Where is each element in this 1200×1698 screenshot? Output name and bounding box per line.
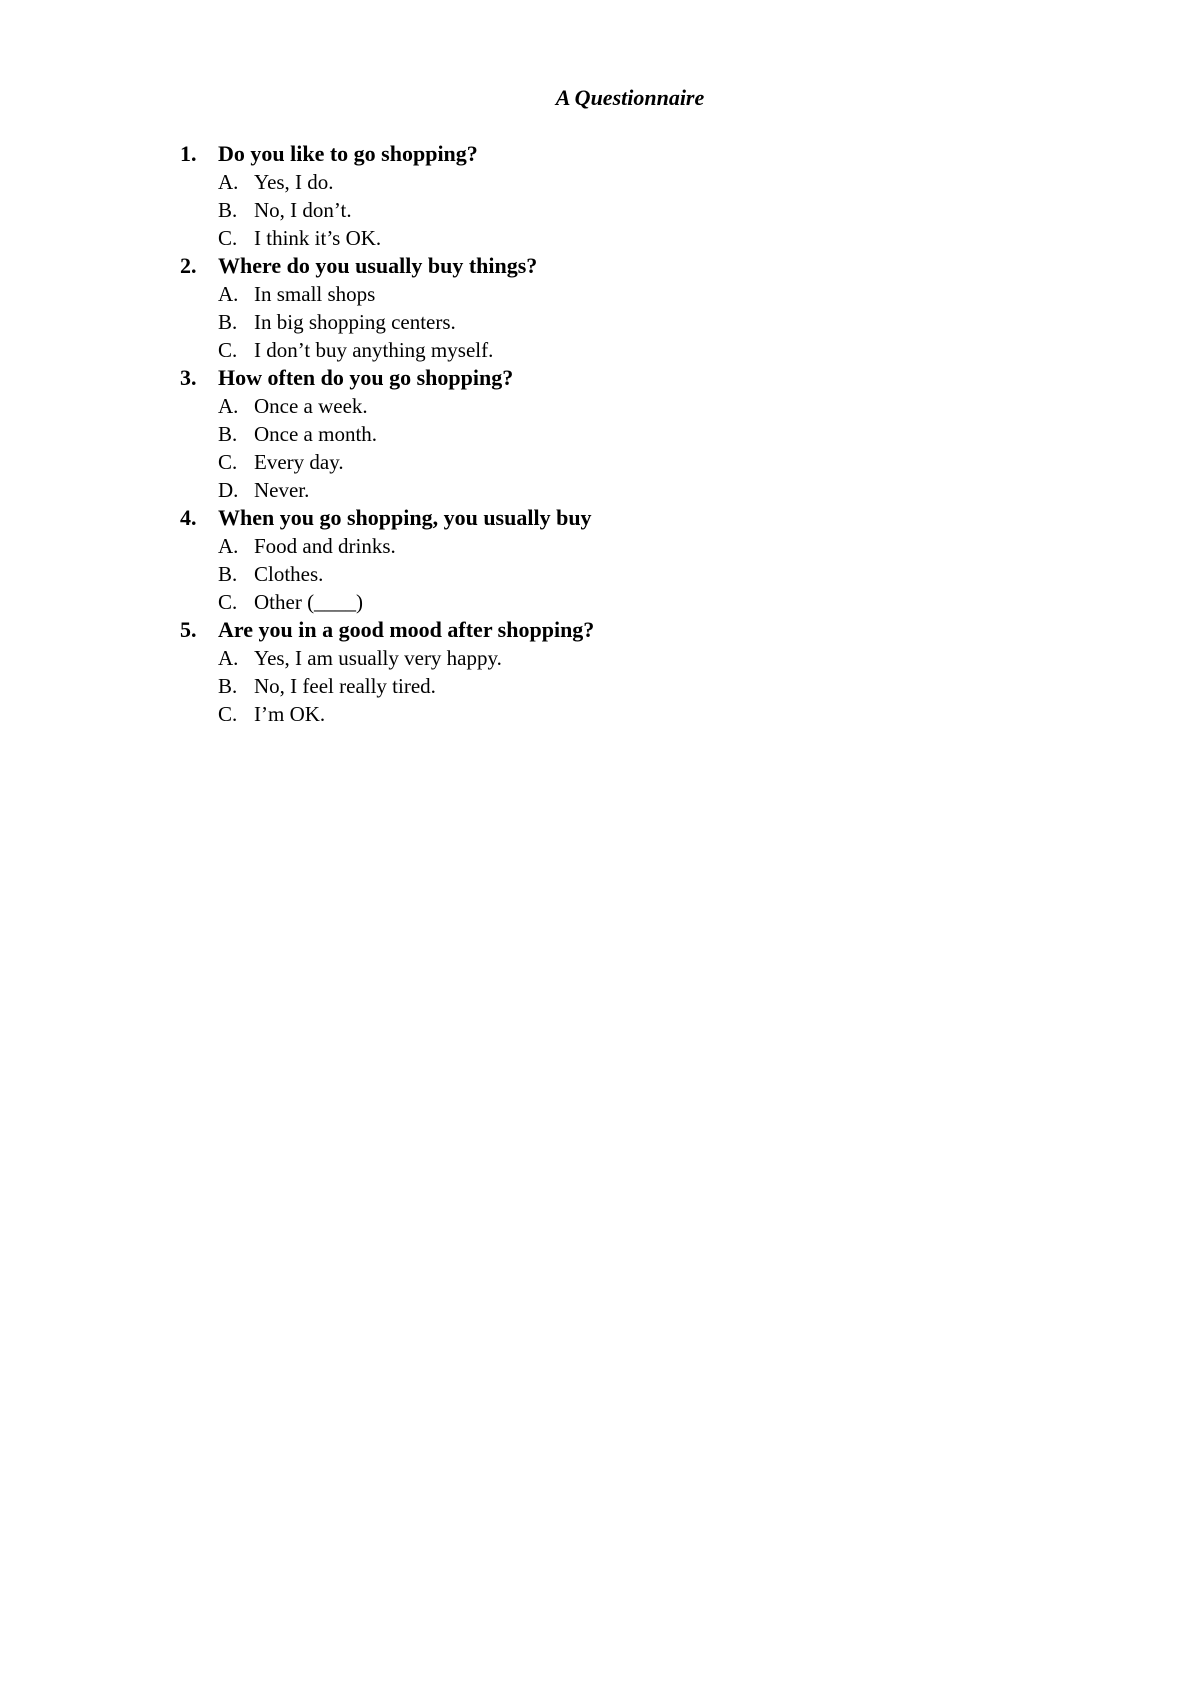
option-letter: A. bbox=[218, 646, 239, 670]
question-heading bbox=[180, 364, 594, 392]
option-letter: C. bbox=[218, 702, 238, 726]
option-letter: C. bbox=[218, 338, 238, 362]
option-item bbox=[218, 168, 594, 196]
option-list bbox=[180, 532, 594, 616]
option-letter: B. bbox=[218, 198, 238, 222]
option-item bbox=[218, 560, 594, 588]
option-item bbox=[218, 588, 594, 616]
option-text: I don’t buy anything myself. bbox=[254, 338, 494, 362]
question-1 bbox=[180, 140, 594, 252]
option-item bbox=[218, 700, 594, 728]
question-4 bbox=[180, 504, 594, 616]
question-list bbox=[180, 140, 594, 728]
option-text: Clothes. bbox=[254, 562, 324, 586]
option-letter: A. bbox=[218, 394, 239, 418]
question-heading bbox=[180, 504, 594, 532]
question-2 bbox=[180, 252, 594, 364]
option-item bbox=[218, 532, 594, 560]
option-letter: A. bbox=[218, 170, 239, 194]
question-text: Do you like to go shopping? bbox=[218, 141, 478, 166]
question-number: 4. bbox=[180, 505, 197, 530]
option-text: I think it’s OK. bbox=[254, 226, 382, 250]
option-list bbox=[180, 168, 594, 252]
option-item bbox=[218, 392, 594, 420]
question-heading bbox=[180, 252, 594, 280]
option-letter: C. bbox=[218, 590, 238, 614]
question-number: 5. bbox=[180, 617, 197, 642]
option-item bbox=[218, 644, 594, 672]
option-text: Every day. bbox=[254, 450, 344, 474]
option-item bbox=[218, 224, 594, 252]
option-item bbox=[218, 196, 594, 224]
option-letter: B. bbox=[218, 674, 238, 698]
option-text: In small shops bbox=[254, 282, 376, 306]
question-5 bbox=[180, 616, 594, 728]
option-letter: D. bbox=[218, 478, 239, 502]
option-text: I’m OK. bbox=[254, 702, 326, 726]
question-text: Where do you usually buy things? bbox=[218, 253, 538, 278]
option-text: Yes, I do. bbox=[254, 170, 334, 194]
option-item bbox=[218, 448, 594, 476]
option-text: Once a month. bbox=[254, 422, 378, 446]
question-number: 1. bbox=[180, 141, 197, 166]
option-letter: B. bbox=[218, 310, 238, 334]
option-item bbox=[218, 308, 594, 336]
page-title: A Questionnaire bbox=[555, 85, 705, 110]
option-list bbox=[180, 392, 594, 504]
option-letter: C. bbox=[218, 450, 238, 474]
option-letter: C. bbox=[218, 226, 238, 250]
option-text: Food and drinks. bbox=[254, 534, 396, 558]
option-list bbox=[180, 280, 594, 364]
option-item bbox=[218, 672, 594, 700]
question-number: 3. bbox=[180, 365, 197, 390]
question-heading bbox=[180, 616, 594, 644]
option-text: No, I feel really tired. bbox=[254, 674, 436, 698]
question-heading bbox=[180, 140, 594, 168]
option-letter: B. bbox=[218, 422, 238, 446]
option-text: No, I don’t. bbox=[254, 198, 352, 222]
option-text: Never. bbox=[254, 478, 310, 502]
option-text: Other (____) bbox=[254, 590, 364, 614]
option-list bbox=[180, 644, 594, 728]
question-text: How often do you go shopping? bbox=[218, 365, 514, 390]
option-item bbox=[218, 420, 594, 448]
option-text: Yes, I am usually very happy. bbox=[254, 646, 502, 670]
question-text: When you go shopping, you usually buy bbox=[218, 505, 592, 530]
option-item bbox=[218, 280, 594, 308]
option-letter: A. bbox=[218, 534, 239, 558]
option-letter: B. bbox=[218, 562, 238, 586]
option-item bbox=[218, 336, 594, 364]
option-text: In big shopping centers. bbox=[254, 310, 456, 334]
option-text: Once a week. bbox=[254, 394, 368, 418]
option-letter: A. bbox=[218, 282, 239, 306]
option-item bbox=[218, 476, 594, 504]
question-number: 2. bbox=[180, 253, 197, 278]
question-text: Are you in a good mood after shopping? bbox=[218, 617, 595, 642]
question-3 bbox=[180, 364, 594, 504]
